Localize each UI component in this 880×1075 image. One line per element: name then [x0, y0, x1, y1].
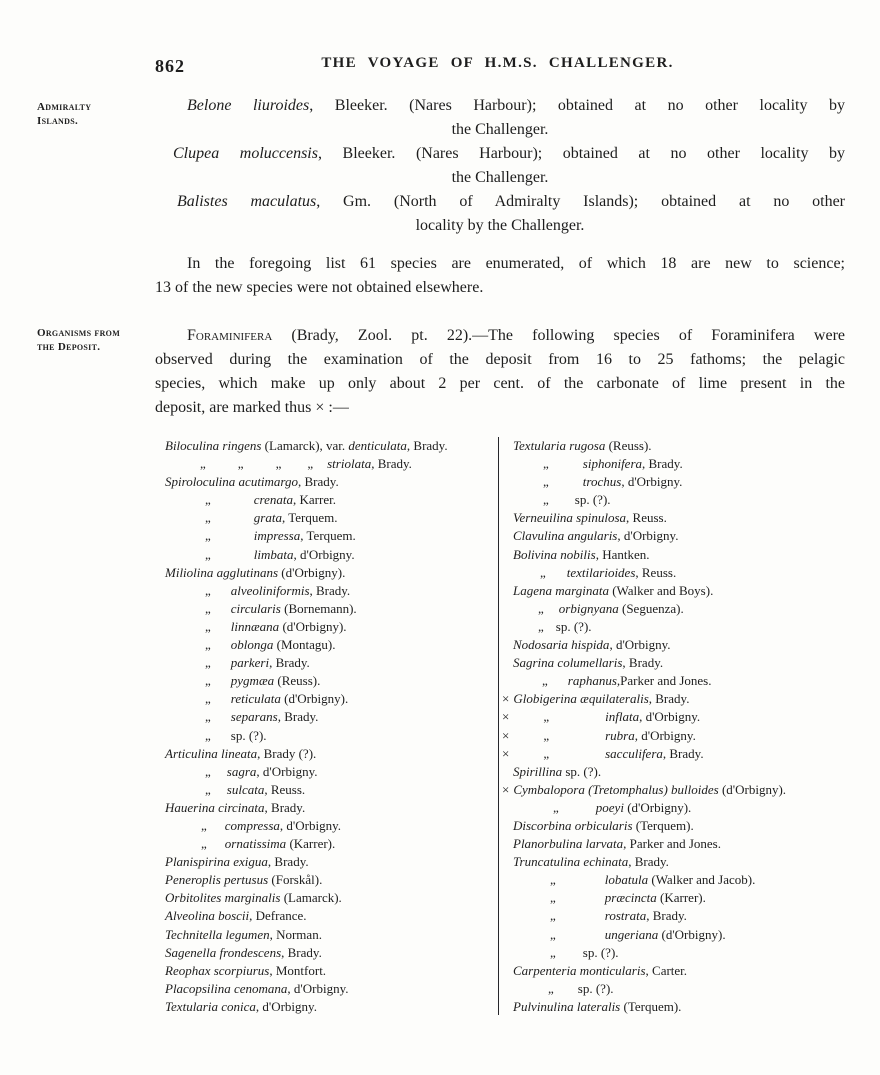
text-segment: , Bleeker. (Nares Harbour); obtained at no other locality by: [317, 145, 846, 162]
text-segment: ornatissima: [224, 836, 290, 852]
text-segment: Reophax scorpiurus: [165, 962, 270, 978]
species-list-line: [165, 654, 498, 672]
text-segment: (d'Orbigny).: [284, 691, 349, 707]
ditto-mark: „: [205, 709, 211, 725]
ditto-mark: „: [307, 456, 314, 472]
text-segment: Alveolina boscii: [165, 908, 250, 924]
text-segment: , d'Orbigny.: [639, 709, 701, 725]
species-list-line: [165, 980, 498, 998]
text-segment: Biloculina ringens: [165, 438, 265, 453]
text-segment: (Lamarck), var.: [264, 438, 349, 453]
paragraph-line: [155, 348, 845, 372]
paragraph-line: [155, 396, 845, 420]
text-segment: Balistes maculatus: [177, 193, 317, 210]
text-segment: , Brady.: [646, 908, 687, 924]
species-list-line: [165, 455, 498, 473]
ditto-mark: „: [237, 456, 244, 472]
text-segment: , Brady.: [628, 854, 669, 870]
text-segment: In the foregoing list 61 species are enumerated, of which 18 are new to science;: [187, 255, 845, 272]
species-list-line: [165, 835, 498, 853]
paragraph-line: [155, 190, 845, 214]
text-segment: sulcata: [226, 781, 265, 797]
text-segment: , Brady.: [406, 438, 448, 453]
species-list-line: [502, 509, 864, 527]
text-segment: Clupea moluccensis: [173, 145, 318, 162]
text-segment: locality by the Challenger.: [415, 217, 585, 234]
text-segment: , d'Orbigny.: [609, 637, 671, 653]
text-segment: , Brady.: [662, 745, 704, 761]
species-list-line: [502, 491, 864, 509]
margin-note-organisms-from-deposit: [37, 327, 157, 354]
text-segment: (Forskål).: [271, 872, 323, 888]
species-list-line: [165, 491, 498, 509]
text-segment: præcincta: [604, 890, 661, 906]
paragraph-foraminifera-intro: [155, 324, 845, 420]
running-title: THE VOYAGE OF H.M.S. CHALLENGER.: [321, 55, 674, 71]
text-segment: orbignyana: [558, 600, 622, 616]
text-segment: lobatula: [604, 872, 652, 888]
paragraph-fish-species: [155, 94, 845, 238]
ditto-mark: „: [205, 691, 211, 707]
text-segment: Discorbina orbicularis: [513, 817, 636, 833]
text-segment: , d'Orbigny.: [293, 546, 355, 562]
species-list-line: [165, 690, 498, 708]
text-segment: , Brady.: [267, 854, 309, 870]
text-segment: , d'Orbigny.: [255, 998, 317, 1014]
text-segment: , d'Orbigny.: [634, 727, 696, 743]
species-list-line: [502, 727, 864, 745]
text-segment: Parker and Jones.: [620, 673, 712, 689]
pelagic-cross-mark: ×: [502, 709, 510, 725]
species-list-line: [165, 998, 498, 1016]
text-segment: parkeri: [230, 655, 270, 671]
text-segment: (d'Orbigny).: [281, 564, 346, 580]
paragraph-line: [155, 166, 845, 190]
species-list-line: [165, 473, 498, 491]
text-segment: oblonga: [230, 637, 277, 653]
text-segment: Planispirina exigua: [165, 854, 268, 870]
text-segment: , Parker and Jones.: [623, 836, 721, 852]
species-list-line: [165, 546, 498, 564]
ditto-mark: „: [550, 890, 556, 906]
ditto-mark: „: [205, 618, 211, 634]
text-segment: , Montfort.: [269, 962, 327, 978]
species-list-line: [165, 799, 498, 817]
ditto-mark: „: [205, 727, 211, 743]
text-segment: poeyi: [595, 799, 628, 815]
text-segment: , Terquem.: [281, 510, 338, 526]
text-segment: (Reuss).: [608, 438, 652, 453]
species-list-line: [165, 672, 498, 690]
text-segment: , Brady.: [298, 474, 339, 490]
text-segment: limbata: [253, 546, 294, 562]
text-segment: , Brady.: [264, 799, 306, 815]
text-segment: (Walker and Boys).: [612, 582, 714, 598]
pelagic-cross-mark: ×: [502, 727, 510, 743]
species-list-line: [502, 527, 864, 545]
ditto-mark: „: [205, 655, 211, 671]
text-segment: sp. (?).: [565, 763, 602, 779]
species-list-line: [165, 745, 498, 763]
ditto-mark: „: [553, 799, 559, 815]
ditto-mark: „: [205, 582, 211, 598]
species-list-line: [502, 817, 864, 835]
species-list-line: [502, 437, 864, 455]
text-segment: Nodosaria hispida: [513, 637, 610, 653]
text-segment: circularis: [230, 600, 285, 616]
text-segment: , Bleeker. (Nares Harbour); obtained at no other locality by: [309, 97, 846, 114]
paragraph-line: [155, 142, 845, 166]
species-list-right-column: [502, 437, 864, 1016]
ditto-mark: „: [550, 872, 556, 888]
text-segment: (d'Orbigny).: [721, 781, 787, 797]
text-segment: Peneroplis pertusus: [165, 872, 272, 888]
text-segment: , d'Orbigny.: [287, 980, 349, 996]
text-segment: , Reuss.: [635, 564, 677, 580]
ditto-mark: „: [540, 564, 546, 580]
text-segment: (d'Orbigny).: [661, 926, 726, 942]
ditto-mark: „: [205, 546, 211, 562]
paragraph-line: [155, 94, 845, 118]
text-segment: Miliolina agglutinans: [165, 564, 282, 580]
ditto-mark: „: [205, 637, 211, 653]
text-segment: Verneuilina spinulosa: [513, 510, 627, 526]
text-segment: textilarioides: [566, 564, 636, 580]
text-segment: , Brady.: [642, 456, 683, 472]
ditto-mark: „: [205, 510, 211, 526]
species-list-line: [502, 672, 864, 690]
species-list-line: [502, 708, 864, 726]
species-list-line: [502, 980, 864, 998]
species-list-line: [165, 582, 498, 600]
text-segment: ungeriana: [604, 926, 662, 942]
text-segment: sagra: [226, 763, 257, 779]
species-list-left-column: [165, 437, 498, 1016]
text-segment: Belone liuroides: [187, 97, 310, 114]
text-segment: observed during the examination of the deposit from 16 to 25 fathoms; the pelagic: [155, 351, 845, 368]
ditto-mark: „: [542, 673, 548, 689]
species-list-line: [502, 853, 864, 871]
text-segment: Technitella legumen: [165, 926, 270, 942]
text-segment: linnæana: [230, 618, 283, 634]
text-segment: sp. (?).: [555, 618, 592, 634]
species-list-line: [502, 455, 864, 473]
text-segment: (Walker and Jacob).: [651, 872, 756, 888]
text-segment: , Reuss.: [626, 510, 667, 526]
species-list-line: [165, 853, 498, 871]
ditto-mark: „: [200, 456, 206, 472]
text-segment: Textularia conica: [165, 998, 256, 1014]
species-list-line: [502, 835, 864, 853]
species-list-line: [165, 636, 498, 654]
paragraph-line: [155, 324, 845, 348]
text-segment: deposit, are marked thus × :—: [155, 399, 349, 416]
text-segment: pygmæa: [230, 673, 278, 689]
species-list-line: [502, 871, 864, 889]
text-segment: raphanus,: [567, 673, 621, 689]
text-segment: striolata: [327, 456, 372, 472]
ditto-mark: „: [543, 474, 549, 490]
text-segment: (Reuss).: [277, 673, 321, 689]
text-segment: Globigerina æquilateralis: [513, 691, 649, 707]
text-segment: Cymbalopora (Tretomphalus) bulloides: [513, 781, 722, 797]
paragraph-species-summary: [155, 252, 845, 300]
species-list-line: [165, 564, 498, 582]
species-list-line: [165, 763, 498, 781]
species-list-line: [165, 727, 498, 745]
species-list-line: [165, 618, 498, 636]
species-list-line: [502, 962, 864, 980]
text-segment: Spiroloculina acutimargo: [165, 474, 299, 490]
ditto-mark: „: [543, 456, 549, 472]
ditto-mark: „: [550, 908, 556, 924]
text-segment: sp. (?).: [574, 492, 611, 508]
paragraph-line: [155, 118, 845, 142]
text-segment: Foraminifera: [187, 327, 273, 344]
species-list-line: [502, 654, 864, 672]
text-segment: , Brady.: [269, 655, 310, 671]
species-list-line: [165, 781, 498, 799]
pelagic-cross-mark: ×: [502, 781, 510, 797]
pelagic-cross-mark: ×: [502, 745, 510, 761]
ditto-mark: „: [201, 817, 207, 833]
species-list-line: [165, 600, 498, 618]
species-list-line: [502, 907, 864, 925]
ditto-mark: „: [538, 618, 544, 634]
text-segment: (d'Orbigny).: [282, 618, 347, 634]
text-segment: Hauerina circinata: [165, 799, 265, 815]
species-list-line: [165, 527, 498, 545]
text-segment: , Reuss.: [264, 781, 306, 797]
text-segment: , Brady.: [371, 456, 412, 472]
species-list-line: [165, 944, 498, 962]
ditto-mark: „: [205, 781, 211, 797]
text-segment: Pulvinulina lateralis: [513, 998, 624, 1014]
species-list-line: [165, 907, 498, 925]
text-segment: separans: [230, 709, 278, 725]
text-segment: , Karrer.: [293, 492, 336, 508]
species-list-line: [502, 618, 864, 636]
species-list-line: [165, 962, 498, 980]
text-segment: compressa: [224, 817, 280, 833]
species-list-line: [165, 817, 498, 835]
text-segment: , d'Orbigny.: [279, 817, 341, 833]
column-divider-rule: [498, 437, 499, 1015]
ditto-mark: „: [538, 600, 544, 616]
margin-note-line: Admiralty: [37, 101, 92, 113]
text-segment: (Seguenza).: [621, 600, 684, 616]
ditto-mark: „: [205, 528, 211, 544]
ditto-mark: „: [550, 926, 556, 942]
species-list-line: [502, 944, 864, 962]
text-segment: Orbitolites marginalis: [165, 890, 284, 906]
margin-note-line: Organisms from: [37, 327, 121, 339]
ditto-mark: „: [548, 980, 554, 996]
text-segment: Clavulina angularis: [513, 528, 618, 544]
text-segment: trochus: [582, 474, 622, 490]
ditto-mark: „: [205, 763, 211, 779]
text-segment: rubra: [605, 727, 635, 743]
text-segment: , Defrance.: [249, 908, 307, 924]
species-list-line: [502, 763, 864, 781]
text-segment: sp. (?).: [582, 944, 619, 960]
text-segment: (Terquem).: [635, 817, 694, 833]
text-segment: (Bornemann).: [284, 600, 357, 616]
text-segment: sp. (?).: [577, 980, 614, 996]
text-segment: inflata: [605, 709, 640, 725]
text-segment: , d'Orbigny.: [621, 474, 683, 490]
text-segment: Sagrina columellaris: [513, 655, 623, 671]
text-segment: the Challenger.: [451, 121, 549, 138]
text-segment: , Norman.: [269, 926, 322, 942]
text-segment: (d'Orbigny).: [627, 799, 692, 815]
species-list-line: [502, 690, 864, 708]
text-segment: (Lamarck).: [283, 890, 342, 906]
ditto-mark: „: [275, 456, 282, 472]
page-number: 862: [155, 56, 185, 76]
species-list-line: [502, 600, 864, 618]
text-segment: Articulina lineata: [165, 745, 258, 761]
ditto-mark: „: [550, 944, 556, 960]
text-segment: Spirillina: [513, 763, 566, 779]
text-segment: sp. (?).: [230, 727, 267, 743]
text-segment: (Montagu).: [276, 637, 336, 653]
text-segment: Textularia rugosa: [513, 438, 609, 453]
species-list-line: [165, 871, 498, 889]
ditto-mark: „: [205, 673, 211, 689]
text-segment: crenata: [253, 492, 294, 508]
running-head: [150, 55, 845, 79]
text-segment: , Brady (?).: [257, 745, 317, 761]
text-segment: Lagena marginata: [513, 582, 613, 598]
text-segment: rostrata: [604, 908, 647, 924]
text-segment: , Terquem.: [300, 528, 356, 544]
text-segment: Placopsilina cenomana: [165, 980, 288, 996]
species-list-line: [502, 745, 864, 763]
paragraph-line: [155, 214, 845, 238]
text-segment: the Challenger.: [451, 169, 549, 186]
paragraph-line: [155, 372, 845, 396]
ditto-mark: „: [543, 709, 550, 725]
text-segment: reticulata: [230, 691, 285, 707]
ditto-mark: „: [543, 727, 550, 743]
species-list-line: [502, 636, 864, 654]
text-segment: siphonifera: [582, 456, 643, 472]
species-list-line: [165, 889, 498, 907]
text-segment: species, which make up only about 2 per cent. of the carbonate of lime present in the: [155, 375, 845, 392]
margin-note-line: Islands.: [37, 114, 78, 127]
text-segment: , Brady.: [622, 655, 664, 671]
text-segment: (Karrer).: [289, 836, 336, 852]
text-segment: , d'Orbigny.: [256, 763, 318, 779]
species-list-line: [502, 889, 864, 907]
margin-note-line: the Deposit.: [37, 340, 101, 353]
text-segment: Carpenteria monticularis: [513, 962, 646, 978]
species-list-line: [502, 781, 864, 799]
text-segment: denticulata: [348, 438, 407, 453]
text-segment: grata: [253, 510, 282, 526]
species-list-line: [502, 546, 864, 564]
species-list-line: [502, 799, 864, 817]
species-list-line: [502, 473, 864, 491]
paragraph-line: [155, 252, 845, 276]
text-segment: alveoliniformis: [230, 582, 310, 598]
text-segment: (Terquem).: [623, 998, 682, 1014]
text-segment: , Brady.: [309, 582, 351, 598]
ditto-mark: „: [205, 492, 211, 508]
pelagic-cross-mark: ×: [502, 691, 510, 707]
ditto-mark: „: [201, 836, 207, 852]
text-segment: Truncatulina echinata: [513, 854, 629, 870]
text-segment: , Brady.: [277, 709, 319, 725]
species-list-line: [165, 708, 498, 726]
species-list-line: [502, 998, 864, 1016]
text-segment: impressa: [253, 528, 301, 544]
ditto-mark: „: [205, 600, 211, 616]
paragraph-line: [155, 276, 845, 300]
text-segment: , Gm. (North of Admiralty Islands); obtained at no other: [316, 193, 846, 210]
text-segment: (Karrer).: [660, 890, 706, 906]
text-segment: (Brady, Zool. pt. 22).—The following species of Foraminifera were: [272, 327, 845, 344]
ditto-mark: „: [543, 492, 549, 508]
text-segment: , Brady.: [281, 944, 322, 960]
text-segment: 13 of the new species were not obtained elsewhere.: [155, 279, 484, 296]
ditto-mark: „: [543, 745, 550, 761]
species-list-line: [165, 437, 498, 455]
text-segment: sacculifera: [605, 745, 663, 761]
species-list-line: [502, 926, 864, 944]
text-segment: Planorbulina larvata: [513, 836, 624, 852]
text-segment: , Carter.: [645, 962, 688, 978]
species-list-line: [165, 509, 498, 527]
text-segment: , Brady.: [648, 691, 690, 707]
text-segment: , d'Orbigny.: [617, 528, 679, 544]
text-segment: Sagenella frondescens: [165, 944, 282, 960]
margin-note-admiralty-islands: [37, 101, 157, 128]
text-segment: , Hantken.: [595, 546, 650, 562]
species-list-line: [165, 926, 498, 944]
species-list-line: [502, 582, 864, 600]
text-segment: Bolivina nobilis: [513, 546, 596, 562]
species-list-line: [502, 564, 864, 582]
